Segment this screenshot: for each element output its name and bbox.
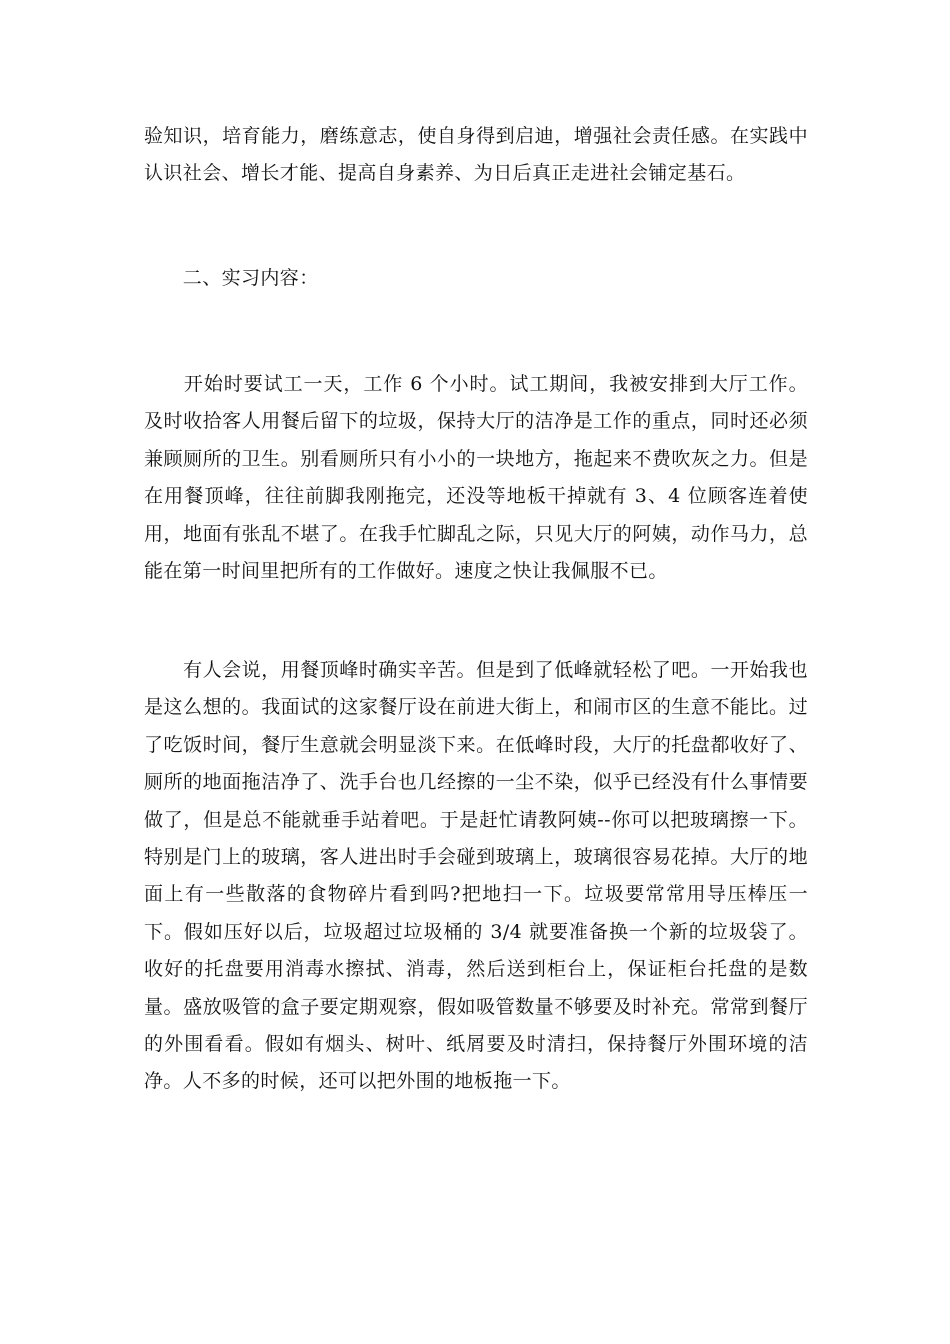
paragraph-off-peak-work: 有人会说，用餐顶峰时确实辛苦。但是到了低峰就轻松了吧。一开始我也是这么想的。我面试的这家餐厅设在前进大街上，和闹市区的生意不能比。过了吃饭时间，餐厅生意就会明显淡下来。在低峰时段，大厅的托盘都收好了、厕所的地面拖洁净了、洗手台也几经擦的一尘不染，似乎已经没有什么事情要做了，但是总不能就垂手站着吧。于是赶忙请教阿姨--你可以把玻璃擦一下。特别是门上的玻璃，客人进出时手会碰到玻璃上，玻璃很容易花掉。大厅的地面上有一些散落的食物碎片看到吗?把地扫一下。垃圾要常常用导压棒压一下。假如压好以后，垃圾超过垃圾桶的 3/4 就要准备换一个新的垃圾袋了。收好的托盘要用消毒水擦拭、消毒，然后送到柜台上，保证柜台托盘的是数量。盛放吸管的盒子要定期观察，假如吸管数量不够要及时补充。常常到餐厅的外围看看。假如有烟头、树叶、纸屑要及时清扫，保持餐厅外围环境的洁净。人不多的时候，还可以把外围的地板拖一下。	[144, 659, 808, 1093]
paragraph-trial-work: 开始时要试工一天，工作 6 个小时。试工期间，我被安排到大厅工作。及时收拾客人用餐后留下的垃圾，保持大厅的洁净是工作的重点，同时还必须兼顾厕所的卫生。别看厕所只有小小的一块地方，拖起来不费吹灰之力。但是在用餐顶峰，往往前脚我刚拖完，还没等地板干掉就有 3、4 位顾客连着使用，地面有张乱不堪了。在我手忙脚乱之际，只见大厅的阿姨，动作马力，总能在第一时间里把所有的工作做好。速度之快让我佩服不已。	[144, 373, 808, 583]
section-heading-internship-content: 二、实习内容：	[144, 267, 319, 289]
paragraph-practice-purpose-continued: 验知识，培育能力，磨练意志，使自身得到启迪，增强社会责任感。在实践中认识社会、增长才能、提高自身素养、为日后真正走进社会铺定基石。	[144, 125, 808, 185]
